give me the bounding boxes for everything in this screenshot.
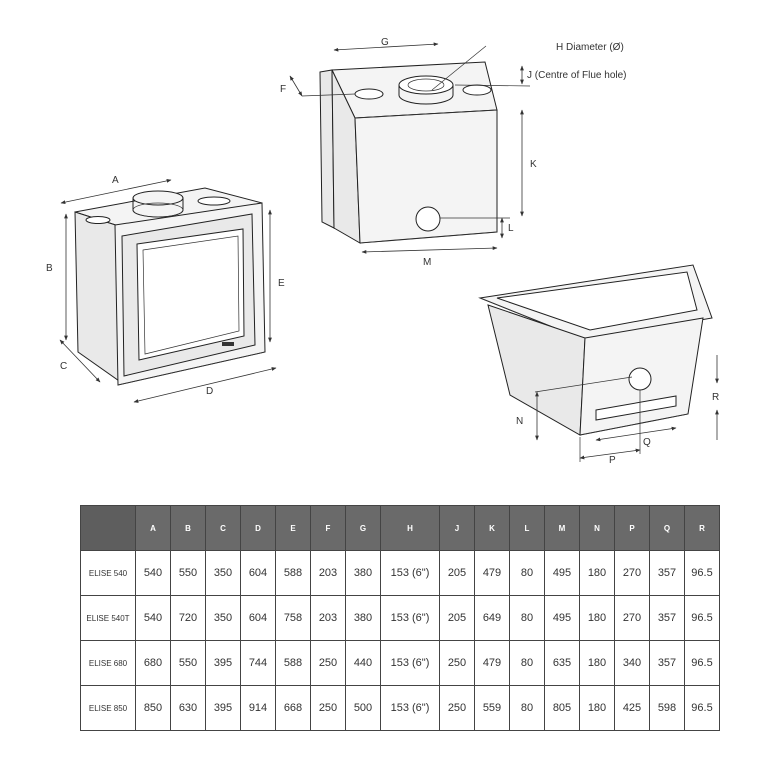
column-header: Q [650,506,685,551]
dim-label-c: C [60,361,68,372]
dimension-value-cell: 559 [475,686,510,731]
dimension-value-cell: 153 (6") [381,551,440,596]
dimension-value-cell: 630 [171,686,206,731]
dimension-value-cell: 604 [241,551,276,596]
dimension-value-cell: 588 [276,641,311,686]
dimension-value-cell: 540 [136,596,171,641]
column-header: P [615,506,650,551]
dimension-value-cell: 180 [580,641,615,686]
column-header: N [580,506,615,551]
column-header: G [346,506,381,551]
annotation-h-diameter: H Diameter (Ø) [556,42,624,53]
model-name-cell: ELISE 540T [81,596,136,641]
dimension-value-cell: 80 [510,641,545,686]
dimension-value-cell: 180 [580,596,615,641]
dim-label-f: F [280,84,287,95]
header-corner [81,506,136,551]
dimension-value-cell: 395 [206,641,241,686]
table-row [81,596,720,641]
dimension-value-cell: 540 [136,551,171,596]
dimension-value-cell: 205 [440,596,475,641]
column-header: D [241,506,276,551]
dimension-value-cell: 720 [171,596,206,641]
dim-label-l: L [508,223,514,234]
dimension-value-cell: 668 [276,686,311,731]
dimension-value-cell: 80 [510,551,545,596]
dimension-value-cell: 395 [206,686,241,731]
dimension-value-cell: 153 (6") [381,686,440,731]
dim-label-k: K [530,159,537,170]
dimension-value-cell: 203 [311,596,346,641]
table-body [81,551,720,731]
dimension-value-cell: 680 [136,641,171,686]
table-header-row [81,506,720,551]
dimension-value-cell: 270 [615,596,650,641]
table-row [81,686,720,731]
dimension-value-cell: 635 [545,641,580,686]
dimension-value-cell: 495 [545,596,580,641]
dimension-value-cell: 598 [650,686,685,731]
dimension-value-cell: 588 [276,551,311,596]
column-header: K [475,506,510,551]
dimension-value-cell: 340 [615,641,650,686]
column-header: A [136,506,171,551]
dim-label-m: M [423,257,432,268]
dim-label-q: Q [643,437,651,448]
model-name-cell: ELISE 540 [81,551,136,596]
dimension-value-cell: 380 [346,596,381,641]
column-header: J [440,506,475,551]
dimension-value-cell: 80 [510,596,545,641]
dimension-value-cell: 357 [650,641,685,686]
dimension-value-cell: 96.5 [685,641,720,686]
dimension-value-cell: 250 [440,641,475,686]
dimension-value-cell: 649 [475,596,510,641]
dimension-value-cell: 80 [510,686,545,731]
dimension-value-cell: 479 [475,551,510,596]
dimension-value-cell: 350 [206,596,241,641]
column-header: E [276,506,311,551]
fire-base-view [480,265,712,435]
dim-label-b: B [46,263,53,274]
column-header: R [685,506,720,551]
dimension-value-cell: 758 [276,596,311,641]
dim-label-g: G [381,37,389,48]
dimension-value-cell: 350 [206,551,241,596]
dim-label-e: E [278,278,285,289]
dimension-value-cell: 250 [440,686,475,731]
dimension-value-cell: 250 [311,686,346,731]
column-header: M [545,506,580,551]
dimension-value-cell: 205 [440,551,475,596]
annotation-j-centre: J (Centre of Flue hole) [527,70,627,81]
dimension-value-cell: 850 [136,686,171,731]
dimension-value-cell: 805 [545,686,580,731]
dim-label-d: D [206,386,214,397]
dimension-value-cell: 96.5 [685,596,720,641]
dimension-value-cell: 357 [650,551,685,596]
model-name-cell: ELISE 850 [81,686,136,731]
column-header: B [171,506,206,551]
dimension-value-cell: 500 [346,686,381,731]
dimension-value-cell: 440 [346,641,381,686]
dimension-value-cell: 96.5 [685,686,720,731]
dim-label-r: R [712,392,720,403]
table-row [81,551,720,596]
dimension-value-cell: 250 [311,641,346,686]
fire-front-view [75,188,265,385]
dim-label-a: A [112,175,119,186]
fire-rear-view [320,62,497,243]
dim-label-n: N [516,416,524,427]
column-header: F [311,506,346,551]
dimension-value-cell: 425 [615,686,650,731]
dimension-value-cell: 357 [650,596,685,641]
dimension-value-cell: 96.5 [685,551,720,596]
dimension-value-cell: 203 [311,551,346,596]
dimension-value-cell: 495 [545,551,580,596]
dimensions-table [80,505,720,731]
dimension-value-cell: 744 [241,641,276,686]
dimension-value-cell: 550 [171,551,206,596]
dimension-value-cell: 270 [615,551,650,596]
dimension-value-cell: 153 (6") [381,641,440,686]
dimension-value-cell: 914 [241,686,276,731]
dimension-value-cell: 153 (6") [381,596,440,641]
model-name-cell: ELISE 680 [81,641,136,686]
table-row [81,641,720,686]
dim-label-p: P [609,455,616,466]
dimension-value-cell: 604 [241,596,276,641]
dimension-value-cell: 180 [580,686,615,731]
column-header: H [381,506,440,551]
dimension-value-cell: 180 [580,551,615,596]
dimension-value-cell: 550 [171,641,206,686]
column-header: C [206,506,241,551]
column-header: L [510,506,545,551]
dimension-value-cell: 380 [346,551,381,596]
dimension-value-cell: 479 [475,641,510,686]
